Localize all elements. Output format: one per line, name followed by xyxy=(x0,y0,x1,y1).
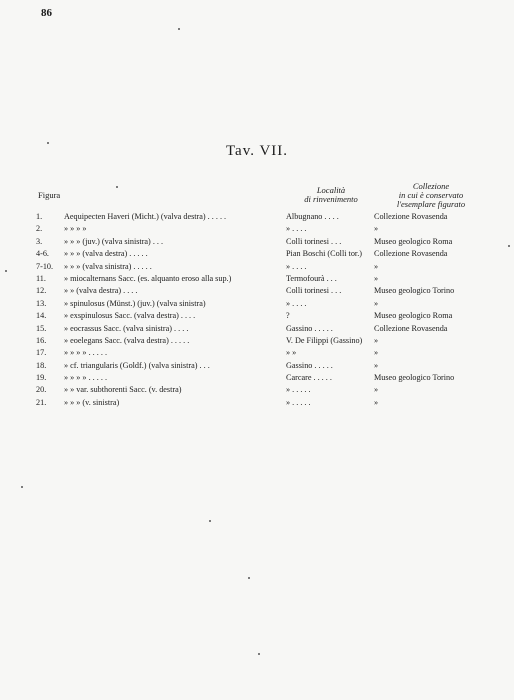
species-description: » » » (juv.) (valva sinistra) . . . xyxy=(64,236,164,246)
species-description: » » » (valva destra) . . . . . xyxy=(64,249,148,259)
table-row xyxy=(0,236,514,248)
locality: Gassino . . . . . xyxy=(286,323,333,333)
scan-speck xyxy=(209,520,211,522)
species-description: » exspinulosus Sacc. (valva destra) . . . . xyxy=(64,311,196,321)
species-description: » » » » . . . . . xyxy=(64,373,107,383)
header-collezione-line3: l'esemplare figurato xyxy=(396,199,466,209)
collection: » xyxy=(374,335,379,345)
header-collezione-line1: Collezione xyxy=(412,181,450,191)
collection: » xyxy=(374,348,379,358)
species-description: » » » (valva sinistra) . . . . . xyxy=(64,261,152,271)
figure-number: 19. xyxy=(36,373,47,383)
species-description: » » » (v. sinistra) xyxy=(64,397,120,407)
collection: » xyxy=(374,224,379,234)
species-description: » » » » xyxy=(64,224,87,234)
collection: Collezione Rovasenda xyxy=(374,212,448,221)
figure-number: 16. xyxy=(36,335,47,345)
scan-speck xyxy=(258,653,260,655)
figure-number: 13. xyxy=(36,298,47,308)
figure-number: 11. xyxy=(36,273,46,283)
table-row xyxy=(0,397,514,409)
locality: » » xyxy=(286,348,297,358)
collection: Museo geologico Roma xyxy=(374,311,453,321)
locality: Colli torinesi . . . xyxy=(286,286,342,296)
locality: V. De Filippi (Gassino) xyxy=(286,335,363,345)
figure-number: 4-6. xyxy=(36,249,49,259)
collection: » xyxy=(374,360,379,370)
species-description: » cf. triangularis (Goldf.) (valva sinistra) . . . xyxy=(64,360,210,370)
page-number: 86 xyxy=(41,7,52,19)
scan-speck xyxy=(248,577,250,579)
table-row xyxy=(0,360,514,372)
table-row xyxy=(0,223,514,235)
figure-number: 17. xyxy=(36,348,47,358)
figure-number: 2. xyxy=(36,224,43,234)
figure-number: 21. xyxy=(36,397,47,407)
collection: Museo geologico Torino xyxy=(374,286,455,296)
species-description: » » var. subthorenti Sacc. (v. destra) xyxy=(64,385,182,395)
header-localita-line1: Località xyxy=(316,185,346,195)
scan-speck xyxy=(116,186,118,188)
species-description: » miocalternans Sacc. (es. alquanto eroso alla sup.) xyxy=(64,273,232,283)
figure-number: 12. xyxy=(36,286,47,296)
collection: » xyxy=(374,385,379,395)
scan-speck xyxy=(21,486,23,488)
table-row xyxy=(0,372,514,384)
locality: » . . . . . xyxy=(286,397,311,407)
header-collezione-line2: in cui è conservato xyxy=(398,190,464,200)
species-description: » eoelegans Sacc. (valva destra) . . . . . xyxy=(64,335,190,345)
locality: ? xyxy=(286,311,290,321)
figure-number: 14. xyxy=(36,311,47,321)
figure-number: 20. xyxy=(36,385,47,395)
locality: » . . . . xyxy=(286,261,307,271)
figure-number: 15. xyxy=(36,323,47,333)
collection: » xyxy=(374,397,379,407)
scan-speck xyxy=(5,270,7,272)
locality: » . . . . xyxy=(286,298,307,308)
collection: Museo geologico Roma xyxy=(374,236,453,246)
species-description: » eocrassus Sacc. (valva sinistra) . . . . xyxy=(64,323,189,333)
figure-number: 3. xyxy=(36,236,43,246)
table-row xyxy=(0,384,514,396)
collection: Collezione Rovasenda xyxy=(374,323,448,333)
locality: » . . . . xyxy=(286,224,307,234)
table-row xyxy=(0,335,514,347)
scan-speck xyxy=(47,142,49,144)
table-row xyxy=(0,273,514,285)
collection: » xyxy=(374,273,379,283)
collection: Museo geologico Torino xyxy=(374,373,455,383)
scan-speck xyxy=(178,28,180,30)
plate-title: Tav. VII. xyxy=(225,143,289,159)
species-description: » spinulosus (Münst.) (juv.) (valva sinistra) xyxy=(64,298,206,308)
locality: » . . . . . xyxy=(286,385,311,395)
header-localita-line2: di rinvenimento xyxy=(304,194,358,204)
locality: Termofourà . . . xyxy=(286,273,337,283)
table-row xyxy=(0,248,514,260)
species-description: » » (valva destra) . . . . xyxy=(64,286,138,296)
locality: Colli torinesi . . . xyxy=(286,236,342,246)
species-description: Aequipecten Haveri (Micht.) (valva destra) . . . . . xyxy=(64,212,227,221)
plate-table xyxy=(0,211,514,409)
header-figura: Figura xyxy=(38,190,61,200)
figure-number: 7-10. xyxy=(36,261,54,271)
scan-speck xyxy=(508,245,510,247)
table-row xyxy=(0,285,514,297)
table-row xyxy=(0,261,514,273)
header-localita xyxy=(298,186,364,204)
species-description: » » » » . . . . . xyxy=(64,348,107,358)
collection: » xyxy=(374,261,379,271)
locality: Carcare . . . . . xyxy=(286,373,332,383)
locality: Gassino . . . . . xyxy=(286,360,333,370)
table-row xyxy=(0,347,514,359)
table-row xyxy=(0,310,514,322)
locality: Pian Boschi (Colli tor.) xyxy=(286,249,362,259)
table-row xyxy=(0,323,514,335)
collection: » xyxy=(374,298,379,308)
header-collezione xyxy=(378,182,484,209)
figure-number: 18. xyxy=(36,360,47,370)
table-row xyxy=(0,211,514,223)
locality: Albugnano . . . . xyxy=(286,212,339,221)
collection: Collezione Rovasenda xyxy=(374,249,448,259)
figure-number: 1. xyxy=(36,212,43,221)
table-row xyxy=(0,298,514,310)
